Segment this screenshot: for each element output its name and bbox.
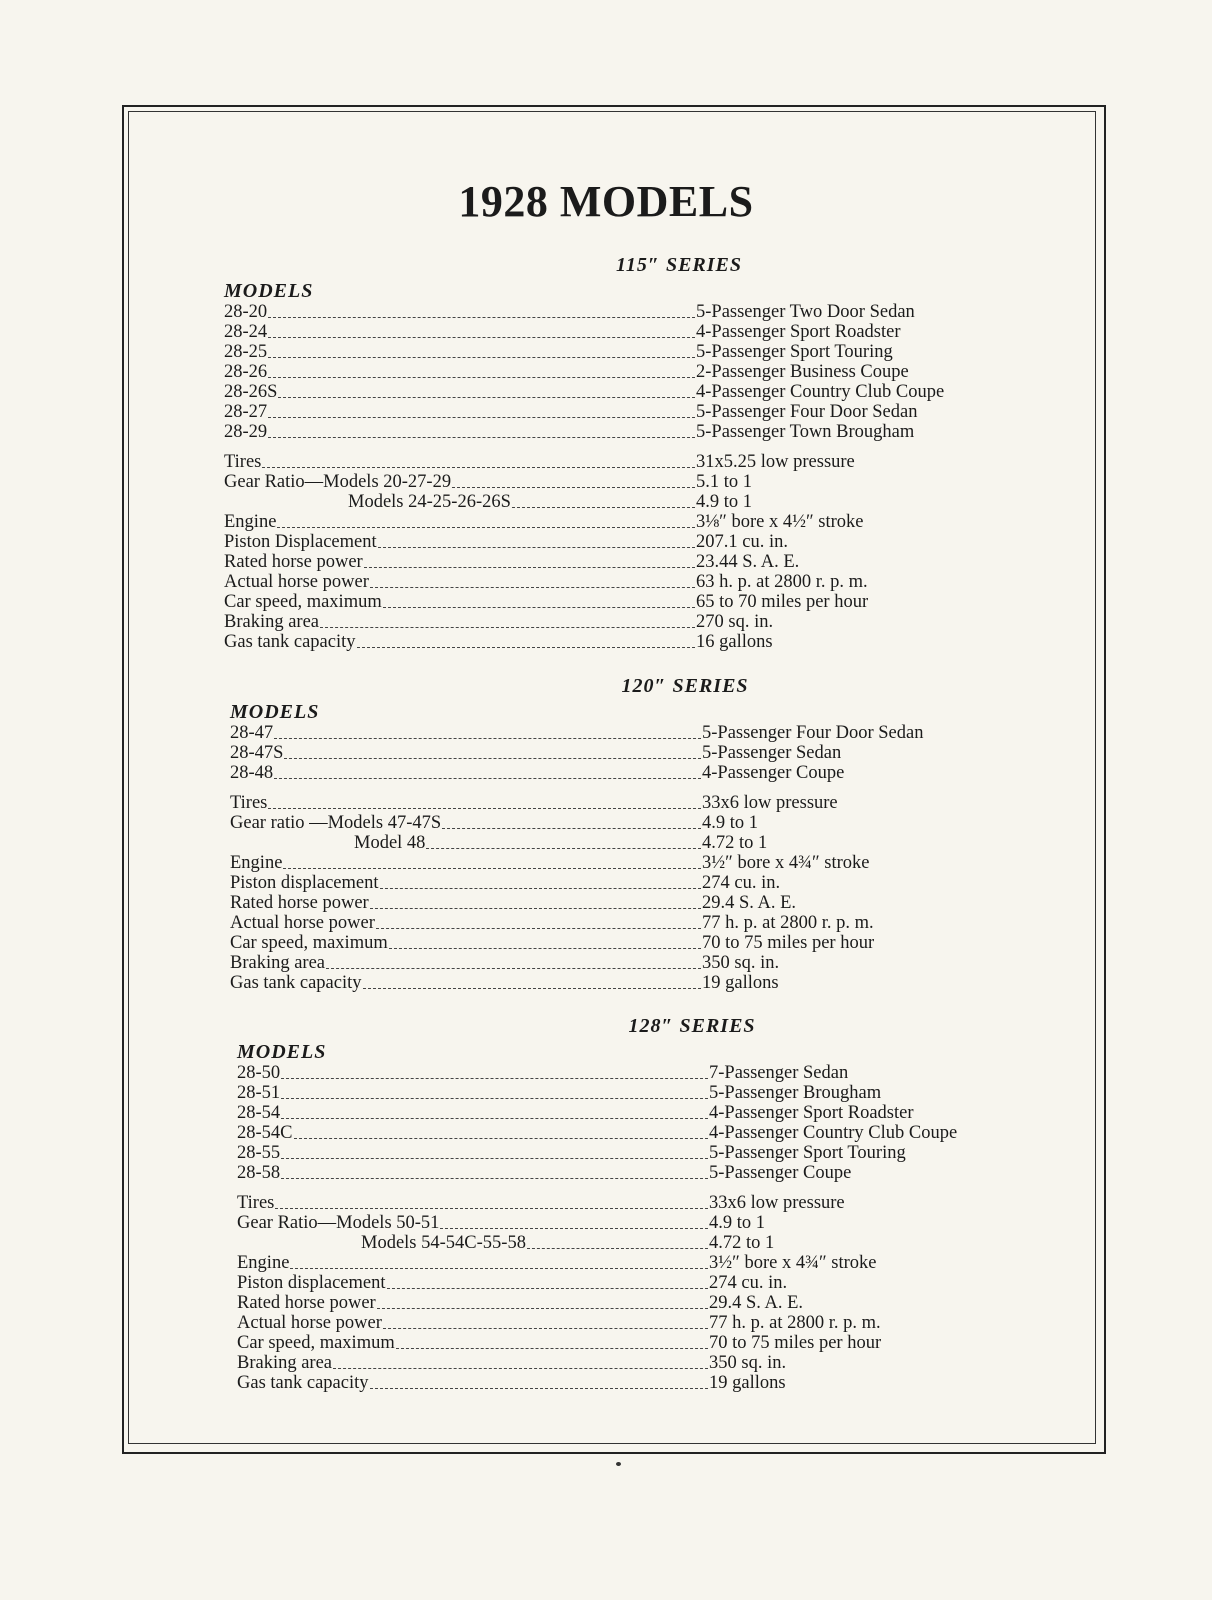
model-row <box>224 382 1014 402</box>
model-row <box>237 1163 1027 1183</box>
dotted-leader <box>370 1388 709 1389</box>
dotted-leader <box>440 1228 708 1229</box>
models-label: MODELS <box>237 1041 327 1063</box>
model-row-label: 28-51 <box>237 1083 281 1103</box>
section-128-series <box>237 1015 1027 1393</box>
spec-row-label: Rated horse power <box>237 1293 376 1313</box>
dotted-leader <box>277 527 695 528</box>
spec-row-label: Model 48 <box>354 833 426 853</box>
spec-row-label: Engine <box>237 1253 290 1273</box>
spec-row-label: Tires <box>224 452 262 472</box>
dotted-leader <box>281 1118 708 1119</box>
model-row-label: 28-20 <box>224 302 268 322</box>
dotted-leader <box>281 1178 708 1179</box>
dotted-leader <box>281 1158 708 1159</box>
model-row-value: 4-Passenger Coupe <box>702 763 845 783</box>
model-row <box>224 302 1014 322</box>
series-heading: 120″ SERIES <box>621 675 749 697</box>
spec-row-label: Braking area <box>230 953 326 973</box>
model-row <box>224 402 1014 422</box>
spec-row-value: 31x5.25 low pressure <box>696 452 855 472</box>
spec-row-label: Engine <box>230 853 283 873</box>
dotted-leader <box>357 647 696 648</box>
model-row <box>230 763 1020 783</box>
spec-row-label: Rated horse power <box>230 893 369 913</box>
spec-row <box>237 1193 1027 1213</box>
model-row-value: 4-Passenger Sport Roadster <box>696 322 901 342</box>
dotted-leader <box>283 868 701 869</box>
spec-row <box>224 492 1014 512</box>
spec-row-label: Car speed, maximum <box>237 1333 395 1353</box>
dotted-leader <box>281 1078 708 1079</box>
dotted-leader <box>380 888 702 889</box>
model-row-label: 28-50 <box>237 1063 281 1083</box>
models-list <box>237 1063 1027 1183</box>
section-115-series <box>224 254 1014 652</box>
dotted-leader <box>268 437 695 438</box>
spec-row-label: Piston displacement <box>230 873 379 893</box>
spec-row-label: Piston displacement <box>237 1273 386 1293</box>
spec-row-value: 4.9 to 1 <box>696 492 753 512</box>
dotted-leader <box>527 1248 708 1249</box>
spec-row-label: Gas tank capacity <box>230 973 362 993</box>
spec-row <box>230 873 1020 893</box>
dotted-leader <box>268 357 695 358</box>
model-row-label: 28-47 <box>230 723 274 743</box>
spec-row <box>237 1333 1027 1353</box>
spec-row <box>230 973 1020 993</box>
spec-row-value: 70 to 75 miles per hour <box>702 933 875 953</box>
spec-row-label: Models 54-54C-55-58 <box>361 1233 526 1253</box>
spec-row-value: 16 gallons <box>696 632 773 652</box>
spec-row-value: 23.44 S. A. E. <box>696 552 800 572</box>
model-row <box>237 1083 1027 1103</box>
dotted-leader <box>370 587 695 588</box>
dotted-leader <box>378 547 695 548</box>
spec-row-value: 4.9 to 1 <box>709 1213 766 1233</box>
model-row-value: 4-Passenger Sport Roadster <box>709 1103 914 1123</box>
spec-row-label: Car speed, maximum <box>224 592 382 612</box>
model-row <box>237 1063 1027 1083</box>
spec-row-label: Gear ratio —Models 47-47S <box>230 813 442 833</box>
page-mark <box>616 1462 621 1466</box>
spec-row-value: 33x6 low pressure <box>702 793 838 813</box>
model-row-label: 28-29 <box>224 422 268 442</box>
spec-row-label: Gear Ratio—Models 20-27-29 <box>224 472 452 492</box>
model-row-label: 28-27 <box>224 402 268 422</box>
spec-row-value: 29.4 S. A. E. <box>702 893 797 913</box>
spec-row-value: 77 h. p. at 2800 r. p. m. <box>702 913 874 933</box>
spec-row <box>237 1253 1027 1273</box>
model-row-value: 5-Passenger Sport Touring <box>696 342 893 362</box>
dotted-leader <box>512 507 695 508</box>
dotted-leader <box>290 1268 708 1269</box>
dotted-leader <box>383 1328 708 1329</box>
spec-row <box>224 572 1014 592</box>
spec-row-value: 29.4 S. A. E. <box>709 1293 804 1313</box>
model-row <box>237 1103 1027 1123</box>
spec-row <box>230 793 1020 813</box>
model-row <box>224 342 1014 362</box>
spec-row-value: 4.9 to 1 <box>702 813 759 833</box>
dotted-leader <box>389 948 701 949</box>
model-row-label: 28-25 <box>224 342 268 362</box>
dotted-leader <box>370 908 701 909</box>
dotted-leader <box>284 758 701 759</box>
model-row-value: 4-Passenger Country Club Coupe <box>696 382 945 402</box>
spec-row <box>230 933 1020 953</box>
dotted-leader <box>376 928 701 929</box>
dotted-leader <box>326 968 701 969</box>
spec-row-label: Braking area <box>224 612 320 632</box>
spec-row-label: Actual horse power <box>237 1313 382 1333</box>
spec-row-label: Gear Ratio—Models 50-51 <box>237 1213 440 1233</box>
spec-row <box>230 833 1020 853</box>
dotted-leader <box>396 1348 708 1349</box>
dotted-leader <box>268 337 695 338</box>
spec-row-value: 19 gallons <box>702 973 779 993</box>
spec-row <box>230 813 1020 833</box>
dotted-leader <box>268 377 695 378</box>
spec-row-value: 350 sq. in. <box>709 1353 787 1373</box>
spec-row-label: Engine <box>224 512 277 532</box>
spec-row <box>224 532 1014 552</box>
model-row-value: 4-Passenger Country Club Coupe <box>709 1123 958 1143</box>
spec-row-value: 77 h. p. at 2800 r. p. m. <box>709 1313 881 1333</box>
dotted-leader <box>274 738 701 739</box>
dotted-leader <box>452 487 695 488</box>
model-row <box>224 422 1014 442</box>
spec-row <box>237 1373 1027 1393</box>
spec-row <box>224 452 1014 472</box>
model-row <box>224 362 1014 382</box>
spec-row-label: Rated horse power <box>224 552 363 572</box>
spec-row <box>230 913 1020 933</box>
spec-row-value: 3⅛″ bore x 4½″ stroke <box>696 512 864 532</box>
spec-row-label: Braking area <box>237 1353 333 1373</box>
dotted-leader <box>320 627 695 628</box>
models-label: MODELS <box>230 701 320 723</box>
models-label: MODELS <box>224 280 314 302</box>
specs-list <box>224 452 1014 652</box>
model-row-label: 28-26S <box>224 382 278 402</box>
dotted-leader <box>275 1208 708 1209</box>
section-120-series <box>230 675 1020 993</box>
spec-row-value: 3½″ bore x 4¾″ stroke <box>709 1253 877 1273</box>
spec-row-value: 70 to 75 miles per hour <box>709 1333 882 1353</box>
model-row-label: 28-26 <box>224 362 268 382</box>
spec-row-label: Actual horse power <box>224 572 369 592</box>
spec-row-label: Tires <box>230 793 268 813</box>
series-heading: 128″ SERIES <box>628 1015 756 1037</box>
spec-row-value: 350 sq. in. <box>702 953 780 973</box>
spec-row-value: 65 to 70 miles per hour <box>696 592 869 612</box>
page-title: 1928 MODELS <box>458 177 754 226</box>
spec-row <box>224 612 1014 632</box>
spec-row-label: Actual horse power <box>230 913 375 933</box>
model-row-value: 5-Passenger Coupe <box>709 1163 852 1183</box>
model-row-label: 28-54C <box>237 1123 293 1143</box>
model-row <box>237 1143 1027 1163</box>
dotted-leader <box>294 1138 709 1139</box>
spec-row <box>224 472 1014 492</box>
model-row-value: 5-Passenger Town Brougham <box>696 422 915 442</box>
spec-row <box>224 512 1014 532</box>
spec-row <box>224 552 1014 572</box>
model-row <box>230 743 1020 763</box>
spec-row-label: Gas tank capacity <box>224 632 356 652</box>
spec-row <box>237 1273 1027 1293</box>
spec-row-value: 3½″ bore x 4¾″ stroke <box>702 853 870 873</box>
spec-row-value: 19 gallons <box>709 1373 786 1393</box>
dotted-leader <box>426 848 701 849</box>
model-row-value: 5-Passenger Sport Touring <box>709 1143 906 1163</box>
spec-row <box>230 953 1020 973</box>
spec-row <box>237 1213 1027 1233</box>
model-row-value: 5-Passenger Four Door Sedan <box>702 723 924 743</box>
spec-row <box>237 1293 1027 1313</box>
spec-row-value: 274 cu. in. <box>702 873 781 893</box>
model-row-label: 28-47S <box>230 743 284 763</box>
model-row-value: 2-Passenger Business Coupe <box>696 362 909 382</box>
model-row <box>237 1123 1027 1143</box>
model-row <box>230 723 1020 743</box>
specs-list <box>230 793 1020 993</box>
dotted-leader <box>281 1098 708 1099</box>
spec-row <box>237 1233 1027 1253</box>
spec-row-value: 274 cu. in. <box>709 1273 788 1293</box>
spec-row-value: 207.1 cu. in. <box>696 532 788 552</box>
series-heading: 115″ SERIES <box>616 254 742 276</box>
model-row-label: 28-48 <box>230 763 274 783</box>
model-row-label: 28-55 <box>237 1143 281 1163</box>
spec-row-label: Car speed, maximum <box>230 933 388 953</box>
dotted-leader <box>278 397 695 398</box>
spec-row-label: Gas tank capacity <box>237 1373 369 1393</box>
spec-row-label: Tires <box>237 1193 275 1213</box>
dotted-leader <box>268 317 695 318</box>
dotted-leader <box>364 567 695 568</box>
models-list <box>230 723 1020 783</box>
dotted-leader <box>268 417 695 418</box>
spec-row-value: 33x6 low pressure <box>709 1193 845 1213</box>
spec-row-value: 5.1 to 1 <box>696 472 753 492</box>
model-row-value: 5-Passenger Brougham <box>709 1083 882 1103</box>
specs-list <box>237 1193 1027 1393</box>
spec-row-value: 270 sq. in. <box>696 612 774 632</box>
model-row-value: 5-Passenger Four Door Sedan <box>696 402 918 422</box>
model-row-label: 28-24 <box>224 322 268 342</box>
spec-row <box>237 1313 1027 1333</box>
model-row-value: 5-Passenger Two Door Sedan <box>696 302 915 322</box>
dotted-leader <box>383 607 695 608</box>
dotted-leader <box>274 778 701 779</box>
dotted-leader <box>387 1288 709 1289</box>
dotted-leader <box>333 1368 708 1369</box>
dotted-leader <box>442 828 701 829</box>
model-row-label: 28-54 <box>237 1103 281 1123</box>
dotted-leader <box>268 808 701 809</box>
dotted-leader <box>377 1308 708 1309</box>
spec-row <box>224 632 1014 652</box>
spec-row-value: 4.72 to 1 <box>702 833 768 853</box>
dotted-leader <box>262 467 695 468</box>
spec-row-label: Piston Displacement <box>224 532 377 552</box>
spec-row <box>224 592 1014 612</box>
spec-row-value: 63 h. p. at 2800 r. p. m. <box>696 572 868 592</box>
spec-row <box>230 893 1020 913</box>
model-row <box>224 322 1014 342</box>
model-row-value: 5-Passenger Sedan <box>702 743 842 763</box>
model-row-value: 7-Passenger Sedan <box>709 1063 849 1083</box>
spec-row <box>237 1353 1027 1373</box>
spec-row-label: Models 24-25-26-26S <box>348 492 511 512</box>
dotted-leader <box>363 988 702 989</box>
spec-row <box>230 853 1020 873</box>
model-row-label: 28-58 <box>237 1163 281 1183</box>
spec-row-value: 4.72 to 1 <box>709 1233 775 1253</box>
models-list <box>224 302 1014 442</box>
